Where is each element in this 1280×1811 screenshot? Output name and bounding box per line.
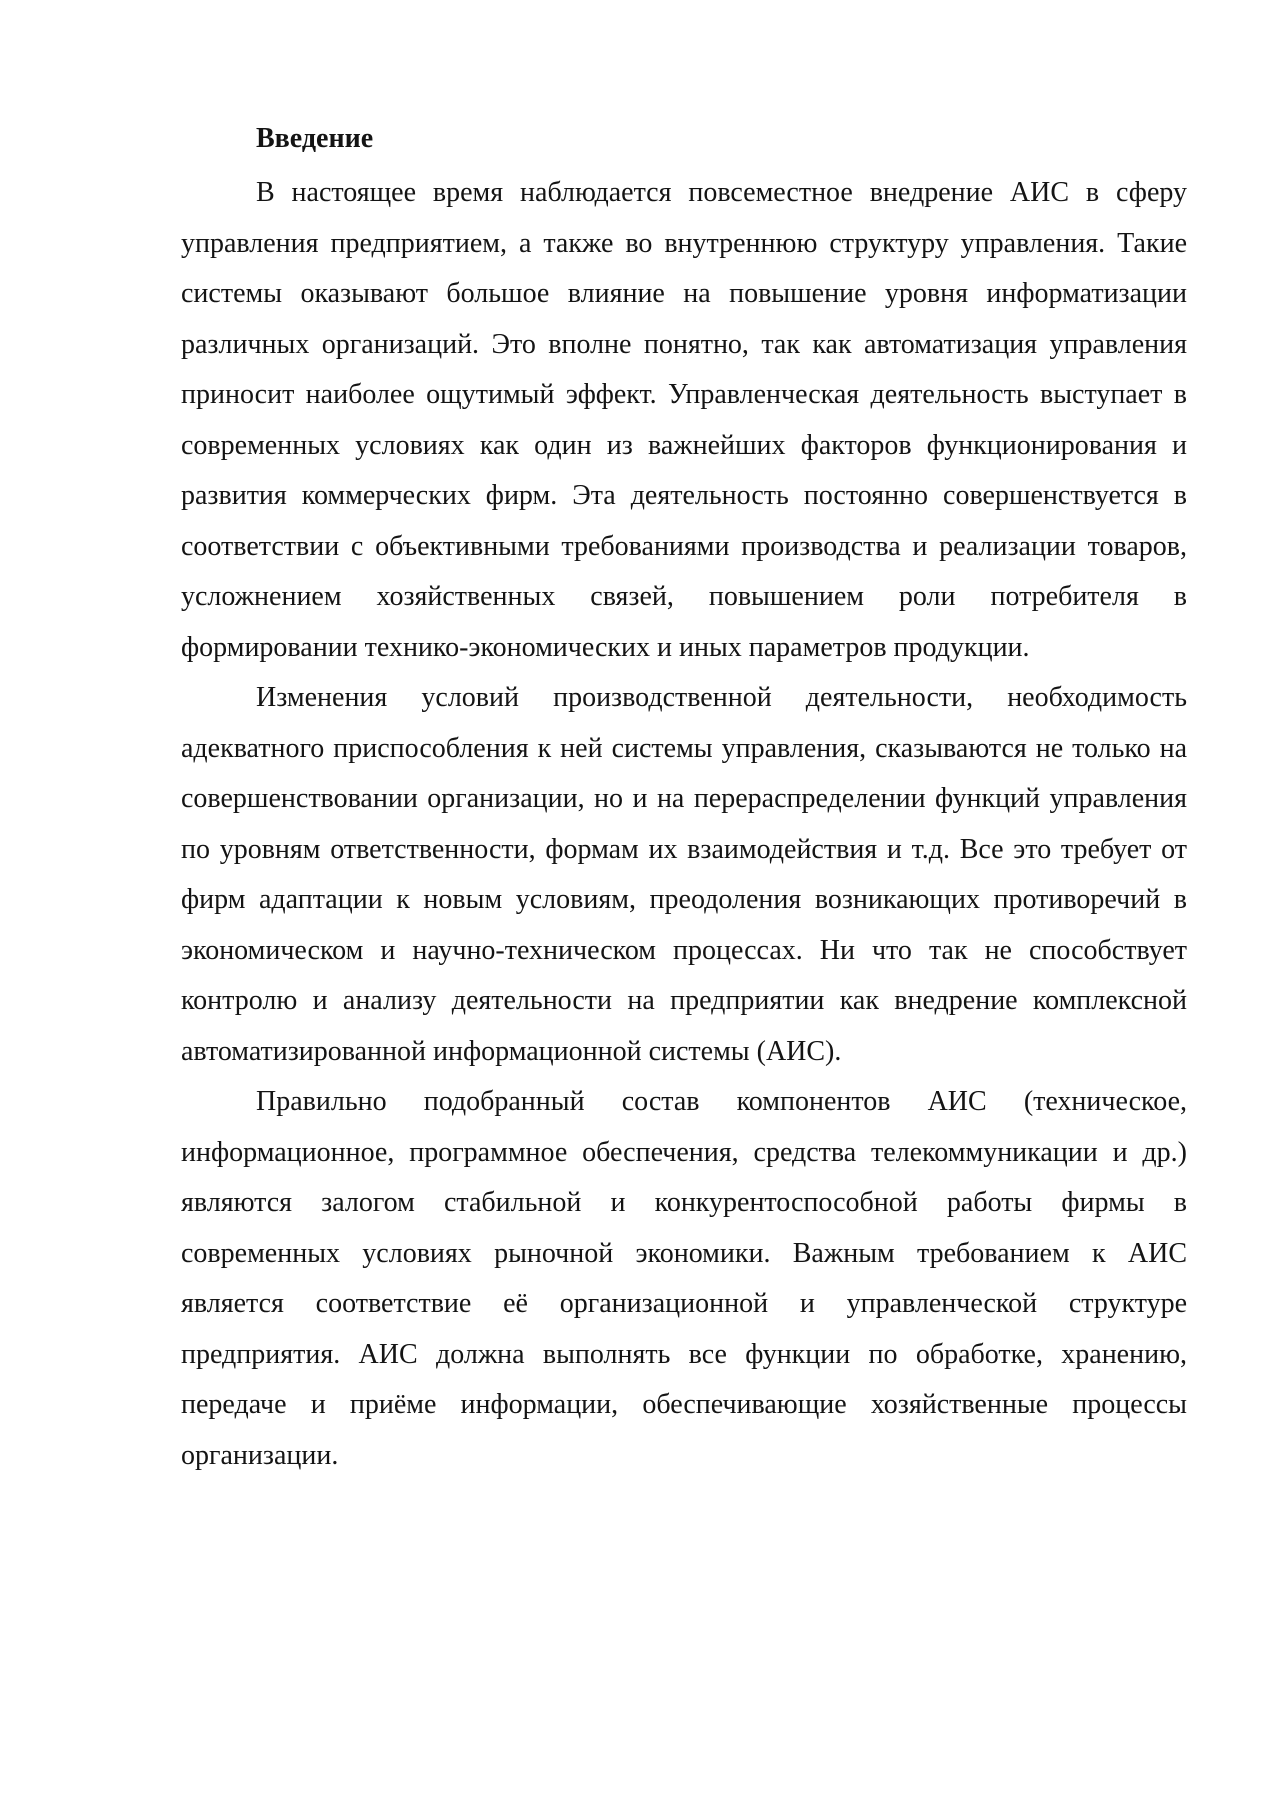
paragraph-1: В настоящее время наблюдается повсеместное внедрение АИС в сферу управления предприятием, а также во внутреннюю структуру управления. Такие системы оказывают большое влияние на повышение уровня информатизации различных организаций. Это вполне понятно, так как автоматизация управления приносит наиболее ощутимый эффект. Управленческая деятельность выступает в современных условиях как один из важнейших факторов функционирования и развития коммерческих фирм. Эта деятельность постоянно совершенствуется в соответствии с объективными требованиями производства и реализации товаров, усложнением хозяйственных связей, повышением роли потребителя в формировании технико-экономических и иных параметров продукции.: [181, 177, 1187, 663]
paragraph-2: Изменения условий производственной деятельности, необходимость адекватного приспособления к ней системы управления, сказываются не только на совершенствовании организации, но и на перераспределении функций управления по уровням ответственности, формам их взаимодействия и т.д. Все это требует от фирм адаптации к новым условиям, преодоления возникающих противоречий в экономическом и научно-техническом процессах. Ни что так не способствует контролю и анализу деятельности на предприятии как внедрение комплексной автоматизированной информационной системы (АИС).: [181, 682, 1187, 1067]
paragraph-3: Правильно подобранный состав компонентов АИС (техническое, информационное, программное обеспечения, средства телекоммуникации и др.) являются залогом стабильной и конкурентоспособной работы фирмы в современных условиях рыночной экономики. Важным требованием к АИС является соответствие её организационной и управленческой структуре предприятия. АИС должна выполнять все функции по обработке, хранению, передаче и приёме информации, обеспечивающие хозяйственные процессы организации.: [181, 1086, 1187, 1471]
document-body: [181, 114, 1187, 1481]
section-heading: Введение: [256, 123, 374, 154]
